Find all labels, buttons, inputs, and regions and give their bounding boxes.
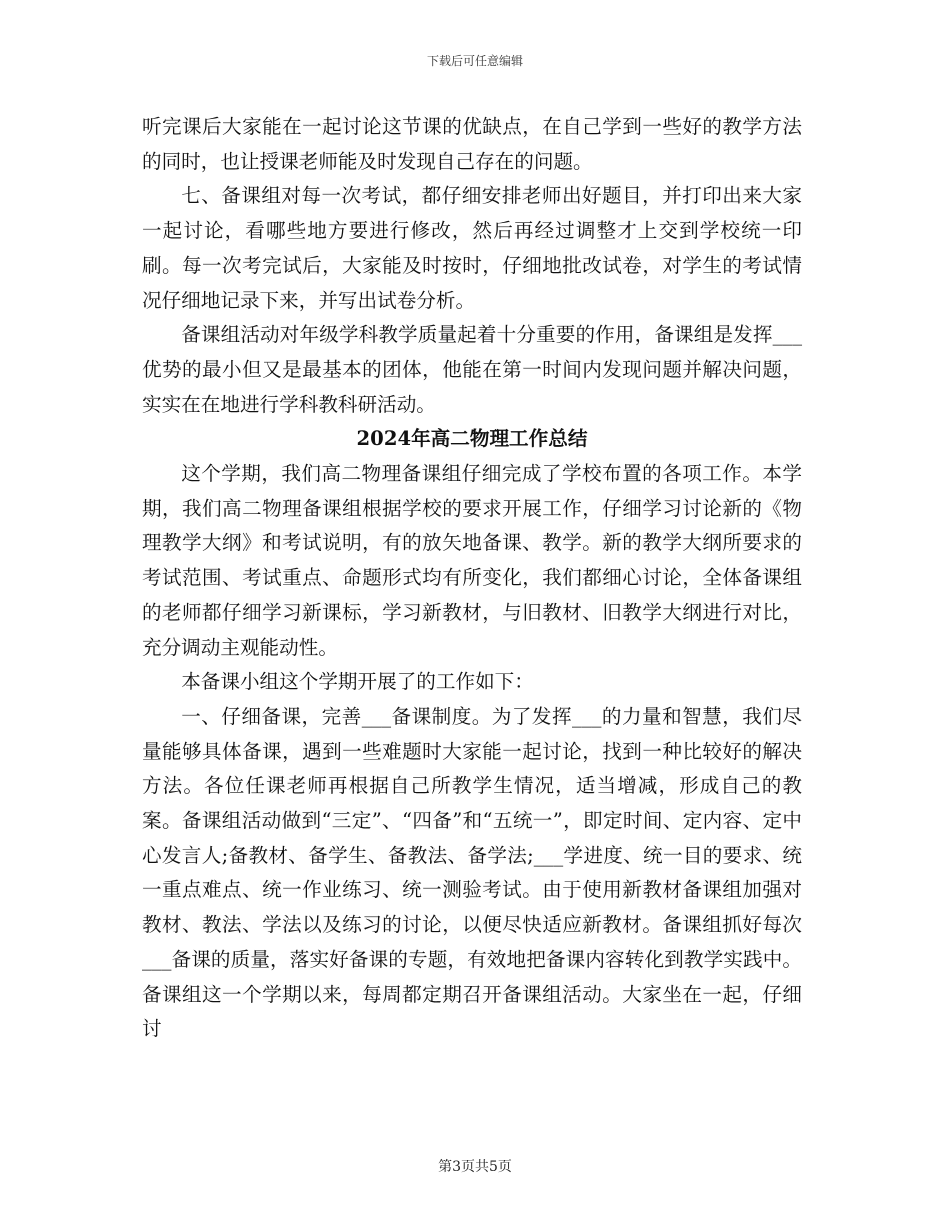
paragraph: 备课组活动对年级学科教学质量起着十分重要的作用，备课组是发挥___优势的最小但又是最基本的团体，他能在第一时间内发现问题并解决问题，实实在在地进行学科教科研活动。 xyxy=(142,323,802,416)
paragraph: 七、备课组对每一次考试，都仔细安排老师出好题目，并打印出来大家一起讨论，看哪些地方要进行修改，然后再经过调整才上交到学校统一印刷。每一次考完试后，大家能及时按时，仔细地批改试卷，对学生的考试情况仔细地记录下来，并写出试卷分析。 xyxy=(142,184,802,312)
paragraph: 本备课小组这个学期开展了的工作如下： xyxy=(181,670,534,694)
page-number: 第3页共5页 xyxy=(438,1159,512,1175)
paragraph: 一、仔细备课，完善___备课制度。为了发挥___的力量和智慧，我们尽量能够具体备课，遇到一些难题时大家能一起讨论，找到一种比较好的解决方法。各位任课老师再根据自己所教学生情况，适当增减，形成自己的教案。备课组活动做到“三定”、“四备”和“五统一”，即定时间、定内容、定中心发言人;备教材、备学生、备教法、备学法;___学进度、统一目的要求、统一重点难点、统一作业练习、统一测验考试。由于使用新教材备课组加强对教材、教法、学法以及练习的讨论，以便尽快适应新教材。备课组抓好每次___备课的质量，落实好备课的专题，有效地把备课内容转化到教学实践中。备课组这一个学期以来，每周都定期召开备课组活动。大家坐在一起，仔细讨 xyxy=(142,704,802,1041)
page-header: 下载后可任意编辑 xyxy=(426,54,523,68)
paragraph: 这个学期，我们高二物理备课组仔细完成了学校布置的各项工作。本学期，我们高二物理备课组根据学校的要求开展工作，仔细学习讨论新的《物理教学大纲》和考试说明，有的放矢地备课、教学。新的教学大纲所要求的考试范围、考试重点、命题形式均有所变化，我们都细心讨论，全体备课组的老师都仔细学习新课标，学习新教材，与旧教材、旧教学大纲进行对比，充分调动主观能动性。 xyxy=(142,462,802,659)
document-body xyxy=(142,110,802,1047)
paragraph: 听完课后大家能在一起讨论这节课的优缺点，在自己学到一些好的教学方法的同时，也让授课老师能及时发现自己存在的问题。 xyxy=(142,115,802,173)
section-title: 2024年高二物理工作总结 xyxy=(356,427,588,451)
